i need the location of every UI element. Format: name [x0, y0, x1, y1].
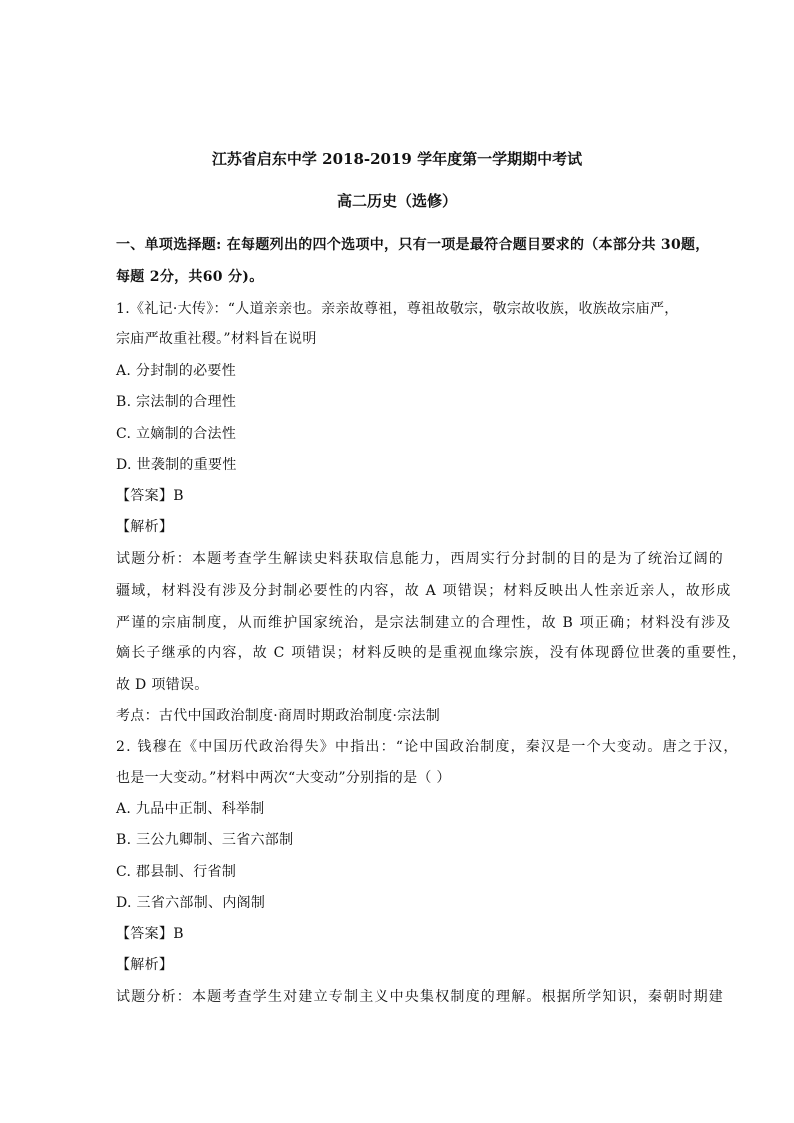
question-2-analysis-label: 【解析】 — [116, 957, 174, 973]
question-1-kaodian: 考点：古代中国政治制度·商周时期政治制度·宗法制 — [116, 708, 441, 724]
question-2-option-b: B. 三公九卿制、三省六部制 — [116, 832, 294, 848]
question-1-option-d: D. 世袭制的重要性 — [116, 457, 237, 473]
section-heading-cont: 每题 2分，共60 分)。 — [116, 269, 264, 285]
exam-subtitle: 高二历史（选修） — [336, 192, 457, 210]
question-2-analysis-line: 试题分析：本题考查学生对建立专制主义中央集权制度的理解。根据所学知识，秦朝时期建 — [116, 989, 724, 1005]
question-2-option-a: A. 九品中正制、科举制 — [116, 801, 265, 817]
question-1-analysis-line: 严谨的宗庙制度，从而维护国家统治，是宗法制建立的合理性，故 B 项正确；材料没有涉及 — [116, 615, 732, 631]
question-1-stem: 1.《礼记·大传》：“人道亲亲也。亲亲故尊祖，尊祖故敬宗，敬宗故收族，收族故宗庙严， — [116, 301, 679, 317]
question-2-stem: 2. 钱穆在《中国历代政治得失》中指出：“论中国政治制度，秦汉是一个大变动。唐之于汉， — [116, 739, 739, 755]
question-1-analysis-line: 试题分析：本题考查学生解读史料获取信息能力，西周实行分封制的目的是为了统治辽阔的 — [116, 551, 724, 567]
section-heading: 一、单项选择题: 在每题列出的四个选项中，只有一项是最符合题目要求的（本部分共 30题， — [116, 237, 710, 253]
question-1-answer: 【答案】B — [116, 488, 184, 504]
question-1-analysis-line: 故 D 项错误。 — [116, 677, 209, 693]
question-1-option-a: A. 分封制的必要性 — [116, 363, 237, 379]
question-2-option-d: D. 三省六部制、内阁制 — [116, 895, 266, 911]
question-2-answer: 【答案】B — [116, 926, 184, 942]
exam-title: 江苏省启东中学 2018-2019 学年度第一学期期中考试 — [211, 150, 583, 168]
question-1-analysis-label: 【解析】 — [116, 519, 174, 535]
question-2-option-c: C. 郡县制、行省制 — [116, 864, 237, 880]
question-2-stem-cont: 也是一大变动。”材料中两次“大变动”分别指的是（ ） — [116, 770, 451, 786]
question-1-option-c: C. 立嫡制的合法性 — [116, 426, 237, 442]
question-1-analysis-line: 嫡长子继承的内容，故 C 项错误；材料反映的是重视血缘宗族，没有体现爵位世袭的重要性， — [116, 645, 748, 661]
question-1-analysis-line: 疆域，材料没有涉及分封制必要性的内容，故 A 项错误；材料反映出人性亲近亲人，故形成 — [116, 583, 732, 599]
question-1-option-b: B. 宗法制的合理性 — [116, 394, 237, 410]
question-1-stem-cont: 宗庙严故重社稷。”材料旨在说明 — [116, 331, 317, 347]
